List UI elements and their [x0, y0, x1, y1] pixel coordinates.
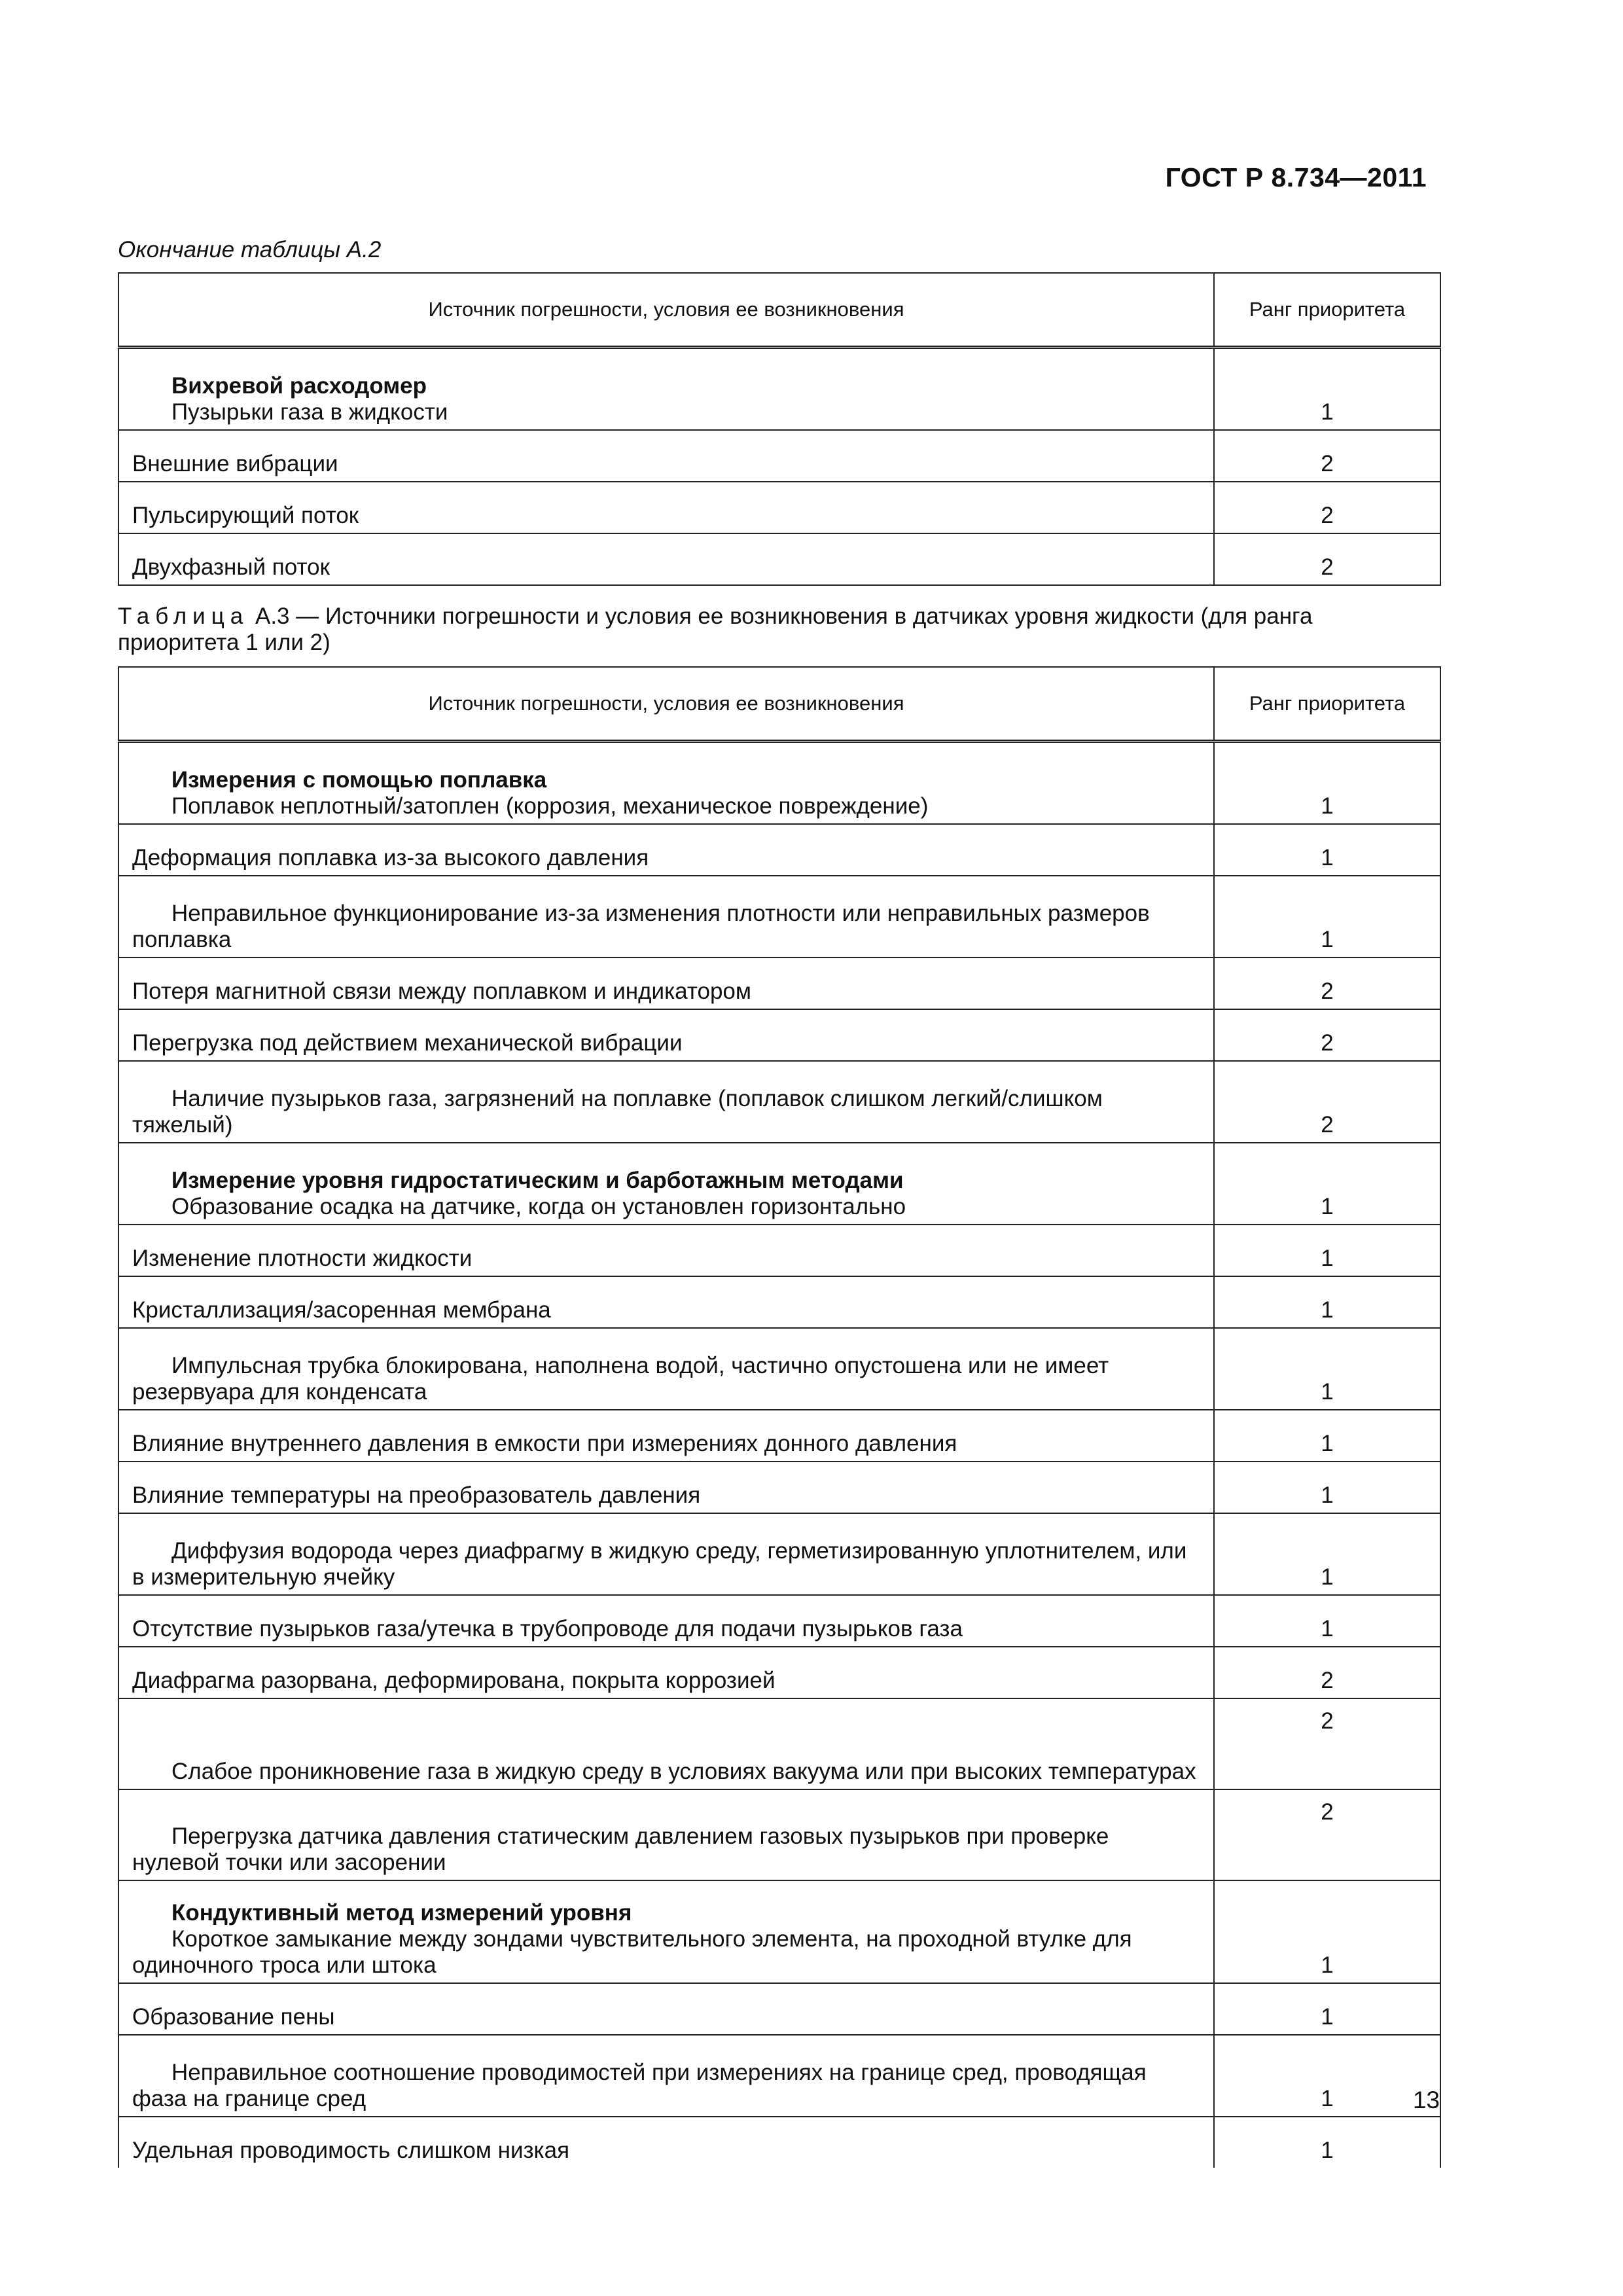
source-cell: Кристаллизация/засоренная мембрана: [118, 1276, 1214, 1328]
table-row: [118, 1276, 1440, 1328]
column-header-rank: Ранг приоритета: [1214, 273, 1440, 348]
source-cell: Потеря магнитной связи между поплавком и индикатором: [118, 958, 1214, 1009]
source-text: Короткое замыкание между зондами чувствительного элемента, на проходной втулке для одиночного троса или штока: [132, 1926, 1132, 1978]
column-header-source: Источник погрешности, условия ее возникновения: [118, 273, 1214, 348]
source-cell: [118, 348, 1214, 431]
source-cell: [118, 1513, 1214, 1595]
table-row: [118, 958, 1440, 1009]
source-cell: [118, 1328, 1214, 1410]
table-title: А.3 — Источники погрешности и условия ее возникновения в датчиках уровня жидкости (для ранга приоритета 1 или 2): [118, 603, 1313, 655]
source-cell: Отсутствие пузырьков газа/утечка в трубопроводе для подачи пузырьков газа: [118, 1595, 1214, 1647]
table-a2: [118, 272, 1441, 586]
rank-cell: 1: [1214, 1276, 1440, 1328]
source-text: Наличие пузырьков газа, загрязнений на поплавке (поплавок слишком легкий/слишком тяжелый): [132, 1086, 1103, 1138]
document-code: ГОСТ Р 8.734—2011: [1165, 162, 1427, 192]
source-cell: [118, 1698, 1214, 1789]
table-row: [118, 1880, 1440, 1983]
table-row: [118, 1647, 1440, 1698]
source-cell: Диафрагма разорвана, деформирована, покрыта коррозией: [118, 1647, 1214, 1698]
rank-cell: 1: [1214, 1410, 1440, 1462]
rank-cell: 2: [1214, 1698, 1440, 1789]
source-cell: Изменение плотности жидкости: [118, 1225, 1214, 1276]
rank-cell: 1: [1214, 2117, 1440, 2168]
table-row: [118, 2035, 1440, 2117]
table-row: [118, 1513, 1440, 1595]
rank-cell: 1: [1214, 2035, 1440, 2117]
source-cell: Образование пены: [118, 1983, 1214, 2035]
page-number: 13: [1412, 2087, 1440, 2113]
rank-cell: 1: [1214, 1328, 1440, 1410]
table-header-row: [118, 667, 1440, 742]
table-row: [118, 430, 1440, 482]
source-text: Импульсная трубка блокирована, наполнена водой, частично опустошена или не имеет резервуара для конденсата: [132, 1353, 1109, 1405]
table-row: [118, 1143, 1440, 1225]
table-a3: [118, 666, 1441, 2168]
source-cell: [118, 876, 1214, 958]
source-cell: Пульсирующий поток: [118, 482, 1214, 533]
source-cell: Деформация поплавка из-за высокого давления: [118, 824, 1214, 876]
table-row: [118, 824, 1440, 876]
table-row: [118, 1595, 1440, 1647]
source-cell: Двухфазный поток: [118, 533, 1214, 585]
rank-cell: 1: [1214, 348, 1440, 431]
rank-cell: 2: [1214, 482, 1440, 533]
rank-cell: 1: [1214, 1983, 1440, 2035]
source-cell: Внешние вибрации: [118, 430, 1214, 482]
source-cell: Удельная проводимость слишком низкая: [118, 2117, 1214, 2168]
rank-cell: 1: [1214, 1595, 1440, 1647]
source-text: Образование осадка на датчике, когда он установлен горизонтально: [171, 1194, 906, 1219]
table-row: [118, 1009, 1440, 1061]
rank-cell: 2: [1214, 1647, 1440, 1698]
source-text: Перегрузка датчика давления статическим давлением газовых пузырьков при проверке нулевой точки или засорении: [132, 1823, 1109, 1875]
source-cell: Перегрузка под действием механической вибрации: [118, 1009, 1214, 1061]
source-text: Пузырьки газа в жидкости: [171, 399, 448, 425]
column-header-rank: Ранг приоритета: [1214, 667, 1440, 742]
table-row: [118, 1789, 1440, 1880]
rank-cell: 1: [1214, 824, 1440, 876]
table-row: [118, 1328, 1440, 1410]
rank-cell: 1: [1214, 1143, 1440, 1225]
group-heading: Измерения с помощью поплавка: [171, 767, 547, 793]
source-cell: Влияние температуры на преобразователь давления: [118, 1462, 1214, 1513]
source-text: Слабое проникновение газа в жидкую среду в условиях вакуума или при высоких температурах: [171, 1759, 1196, 1784]
table-row: [118, 1410, 1440, 1462]
rank-cell: 1: [1214, 1225, 1440, 1276]
rank-cell: 2: [1214, 1009, 1440, 1061]
group-heading: Кондуктивный метод измерений уровня: [171, 1900, 632, 1926]
source-cell: [118, 2035, 1214, 2117]
source-cell: [118, 742, 1214, 825]
table-row: [118, 348, 1440, 431]
rank-cell: 2: [1214, 1061, 1440, 1143]
source-cell: [118, 1143, 1214, 1225]
table-a2-caption: Окончание таблицы А.2: [118, 237, 382, 262]
source-cell: [118, 1061, 1214, 1143]
rank-cell: 1: [1214, 876, 1440, 958]
source-cell: [118, 1789, 1214, 1880]
table-row: [118, 1462, 1440, 1513]
source-text: Неправильное функционирование из-за изменения плотности или неправильных размеров поплавка: [132, 901, 1150, 952]
table-a3-caption: [118, 603, 1440, 656]
table-row: [118, 482, 1440, 533]
rank-cell: 2: [1214, 430, 1440, 482]
rank-cell: 1: [1214, 1880, 1440, 1983]
table-row: [118, 1061, 1440, 1143]
table-row: [118, 1225, 1440, 1276]
rank-cell: 2: [1214, 958, 1440, 1009]
table-row: [118, 2117, 1440, 2168]
source-text: Диффузия водорода через диафрагму в жидкую среду, герметизированную уплотнителем, или в измерительную ячейку: [132, 1538, 1187, 1590]
group-heading: Вихревой расходомер: [171, 373, 427, 399]
table-header-row: [118, 273, 1440, 348]
rank-cell: 1: [1214, 1513, 1440, 1595]
table-row: [118, 742, 1440, 825]
source-cell: Влияние внутреннего давления в емкости при измерениях донного давления: [118, 1410, 1214, 1462]
rank-cell: 2: [1214, 533, 1440, 585]
column-header-source: Источник погрешности, условия ее возникновения: [118, 667, 1214, 742]
rank-cell: 1: [1214, 1462, 1440, 1513]
source-text: Поплавок неплотный/затоплен (коррозия, механическое повреждение): [171, 793, 929, 819]
source-cell: [118, 1880, 1214, 1983]
rank-cell: 2: [1214, 1789, 1440, 1880]
table-row: [118, 876, 1440, 958]
table-row: [118, 1983, 1440, 2035]
table-row: [118, 1698, 1440, 1789]
table-label: Таблица: [118, 603, 249, 629]
group-heading: Измерение уровня гидростатическим и барботажным методами: [171, 1168, 904, 1193]
table-row: [118, 533, 1440, 585]
rank-cell: 1: [1214, 742, 1440, 825]
source-text: Неправильное соотношение проводимостей при измерениях на границе сред, проводящая фаза на границе сред: [132, 2060, 1147, 2111]
